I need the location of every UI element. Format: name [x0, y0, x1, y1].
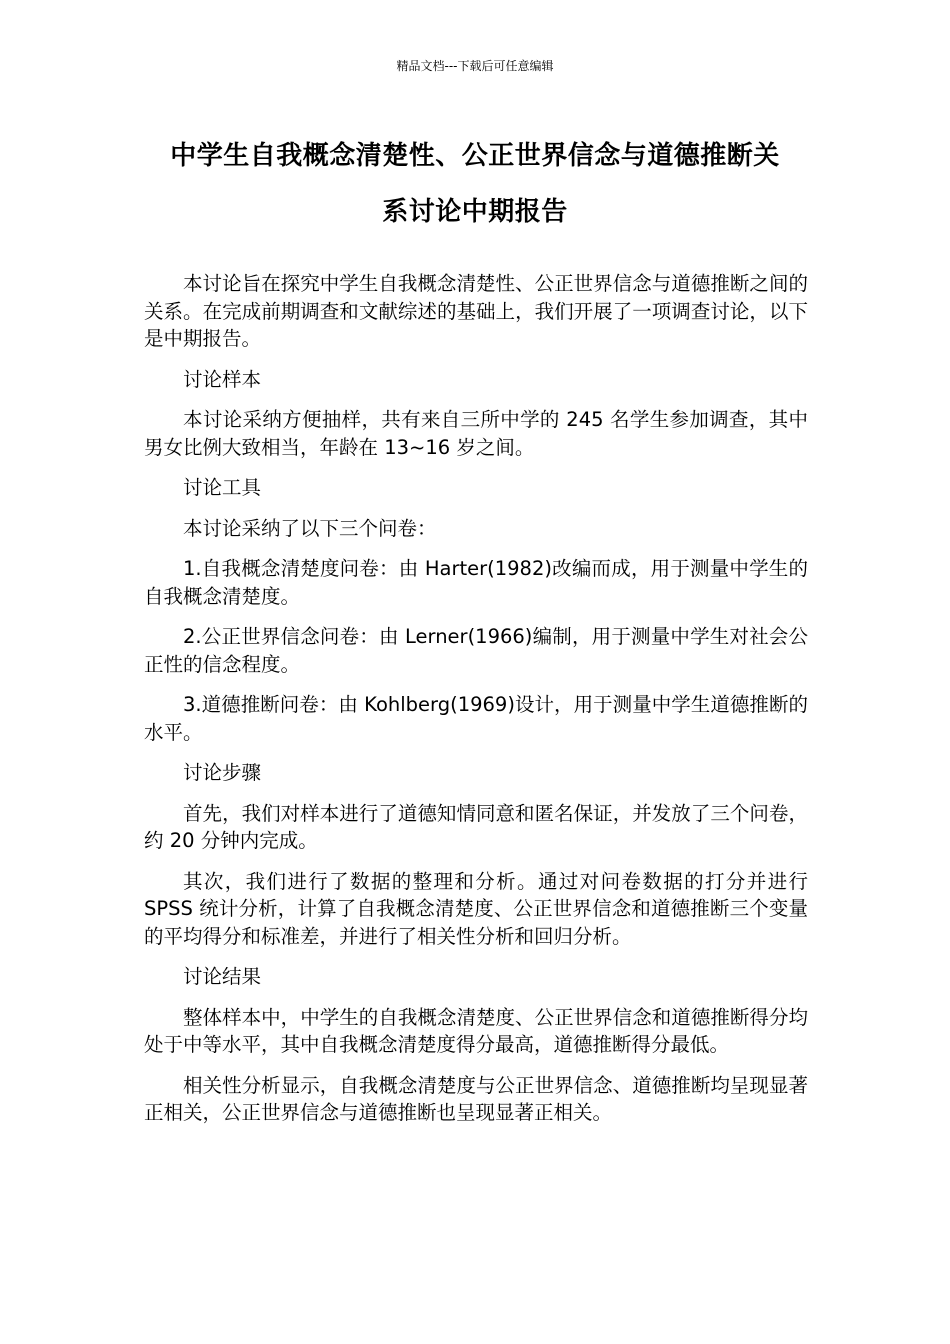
- procedure-paragraph-1: 首先，我们对样本进行了道德知情同意和匿名保证，并发放了三个问卷，约 20 分钟内完成。: [144, 801, 808, 852]
- section-heading-results: 讨论结果: [183, 965, 262, 988]
- header-note: 精品文档---下载后可任意编辑: [396, 59, 554, 73]
- section-heading-procedure: 讨论步骤: [183, 761, 262, 784]
- document-title: [130, 128, 820, 240]
- tools-intro-paragraph: 本讨论采纳了以下三个问卷：: [183, 516, 437, 540]
- results-paragraph-2: 相关性分析显示，自我概念清楚度与公正世界信念、道德推断均呈现显著正相关，公正世界信念与道德推断也呈现显著正相关。: [144, 1073, 808, 1124]
- sample-paragraph: 本讨论采纳方便抽样，共有来自三所中学的 245 名学生参加调查，其中男女比例大致相当，年龄在 13~16 岁之间。: [144, 408, 808, 459]
- title-line-2: 系讨论中期报告: [382, 197, 568, 227]
- results-paragraph-1: 整体样本中，中学生的自我概念清楚度、公正世界信念和道德推断得分均处于中等水平，其中自我概念清楚度得分最高，道德推断得分最低。: [144, 1005, 808, 1056]
- tool-item-3: 3.道德推断问卷：由 Kohlberg(1969)设计，用于测量中学生道德推断的水平。: [144, 693, 808, 744]
- document-body: [144, 270, 808, 1140]
- section-heading-sample: 讨论样本: [183, 367, 262, 391]
- section-heading-tools: 讨论工具: [183, 476, 262, 499]
- procedure-paragraph-2: 其次，我们进行了数据的整理和分析。通过对问卷数据的打分并进行 SPSS 统计分析，计算了自我概念清楚度、公正世界信念和道德推断三个变量的平均得分和标准差，并进行了相关性分析和回归分析。: [144, 869, 808, 948]
- title-line-1: 中学生自我概念清楚性、公正世界信念与道德推断关: [170, 141, 780, 171]
- intro-paragraph: 本讨论旨在探究中学生自我概念清楚性、公正世界信念与道德推断之间的关系。在完成前期调查和文献综述的基础上，我们开展了一项调查讨论，以下是中期报告。: [144, 272, 808, 350]
- tool-item-1: 1.自我概念清楚度问卷：由 Harter(1982)改编而成，用于测量中学生的自我概念清楚度。: [144, 557, 808, 608]
- tool-item-2: 2.公正世界信念问卷：由 Lerner(1966)编制，用于测量中学生对社会公正性的信念程度。: [144, 625, 808, 676]
